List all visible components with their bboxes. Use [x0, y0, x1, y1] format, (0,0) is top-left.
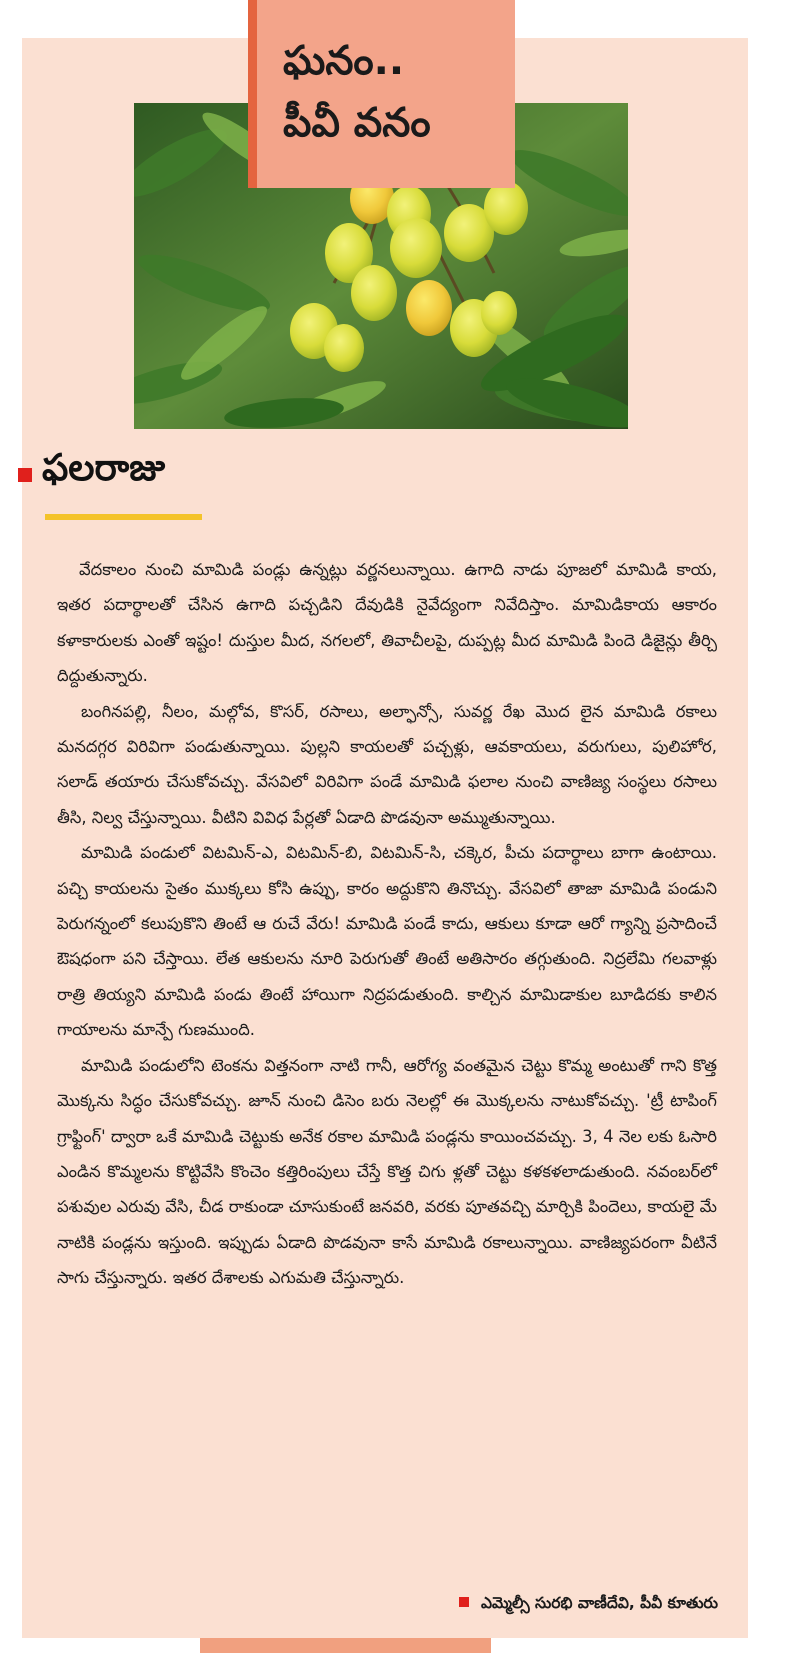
article-paragraph: మామిడి పండులోని టెంకను విత్తనంగా నాటి గానీ, ఆరోగ్య వంతమైన చెట్టు కొమ్మ అంటుతో గాని కొత్త మొక్కను సిద్ధం చేసుకోవచ్చు. జూన్ నుంచి డిసెం బరు నెలల్లో ఈ మొక్కలను నాటుకోవచ్చు. 'ట్రీ టాపింగ్ గ్రాఫ్టింగ్' ద్వారా ఒకే మామిడి చెట్టుకు అనేక రకాల మామిడి పండ్లను కాయించవచ్చు. 3, 4 నెల లకు ఓసారి ఎండిన కొమ్మలను కొట్టివేసి కొంచెం కత్తిరింపులు చేస్తే కొత్త చిగు ళ్లతో చెట్టు కళకళలాడుతుంది. నవంబర్‌లో పశువుల ఎరువు వేసి, చీడ రాకుండా చూసుకుంటే జనవరి, వరకు పూతవచ్చి మార్చికి పిందెలు, కాయలై మే నాటికి పండ్లను ఇస్తుంది. ఇప్పుడు ఏడాది పొడవునా కాసే మామిడి రకాలున్నాయి. వాణిజ్యపరంగా వీటినే సాగు చేస్తున్నారు. ఇతర దేశాలకు ఎగుమతి చేస్తున్నారు. — [57, 1055, 717, 1288]
article-paragraph: వేదకాలం నుంచి మామిడి పండ్లు ఉన్నట్లు వర్ణనలున్నాయి. ఉగాది నాడు పూజలో మామిడి కాయ, ఇతర పదార్థాలతో చేసిన ఉగాది పచ్చడిని దేవుడికి నైవేద్యంగా నివేదిస్తాం. మామిడికాయ ఆకారం కళాకారులకు ఎంతో ఇష్టం! దుస్తుల మీద, నగలలో, తివాచీలపై, దుప్పట్ల మీద మామిడి పిందె డిజైన్లు తీర్చి దిద్దుతున్నారు. — [57, 560, 717, 686]
section-marker-square — [18, 468, 32, 482]
byline-text: ఎమ్మెల్సీ సురభి వాణీదేవి, పీవీ కూతురు — [480, 1594, 718, 1612]
title-box — [248, 0, 515, 188]
article-paragraph: బంగినపల్లి, నీలం, మల్గోవ, కొసర్, రసాలు, అల్ఫాన్సో, సువర్ణ రేఖ మొద లైన మామిడి రకాలు మనదగ్గర విరివిగా పండుతున్నాయి. పుల్లని కాయలతో పచ్చళ్లు, ఆవకాయలు, వరుగులు, పులిహోర, సలాడ్ తయారు చేసుకోవచ్చు. వేసవిలో విరివిగా పండే మామిడి ఫలాల నుంచి వాణిజ్య సంస్థలు రసాలు తీసి, నిల్వ చేస్తున్నాయి. వీటిని వివిధ పేర్లతో ఏడాది పొడవునా అమ్ముతున్నాయి. — [57, 701, 717, 827]
byline-marker-square — [459, 1597, 469, 1607]
title-line-2: పీవీ వనం — [283, 100, 431, 146]
article-paragraph: మామిడి పండులో విటమిన్-ఎ, విటమిన్-బి, విటమిన్-సి, చక్కెర, పీచు పదార్థాలు బాగా ఉంటాయి. పచ్చి కాయలను సైతం ముక్కలు కోసి ఉప్పు, కారం అద్దుకొని తినొచ్చు. వేసవిలో తాజా మామిడి పండుని పెరుగన్నంలో కలుపుకొని తింటే ఆ రుచే వేరు! మామిడి పండే కాదు, ఆకులు కూడా ఆరో గ్యాన్ని ప్రసాదించే ఔషధంగా పని చేస్తాయి. లేత ఆకులను నూరి పెరుగుతో తింటే అతిసారం తగ్గుతుంది. నిద్రలేమి గలవాళ్లు రాత్రి తియ్యని మామిడి పండు తింటే హాయిగా నిద్రపడుతుంది. కాల్చిన మామిడాకుల బూడిదకు కాలిన గాయాలను మాన్పే గుణముంది. — [57, 843, 717, 1040]
section-heading: ఫలరాజు — [42, 446, 166, 489]
article-body — [57, 552, 717, 1296]
byline — [459, 1594, 718, 1616]
section-underline — [45, 514, 202, 520]
bottom-accent-bar — [200, 1638, 491, 1653]
title-line-1: ఘనం.. — [283, 38, 405, 84]
